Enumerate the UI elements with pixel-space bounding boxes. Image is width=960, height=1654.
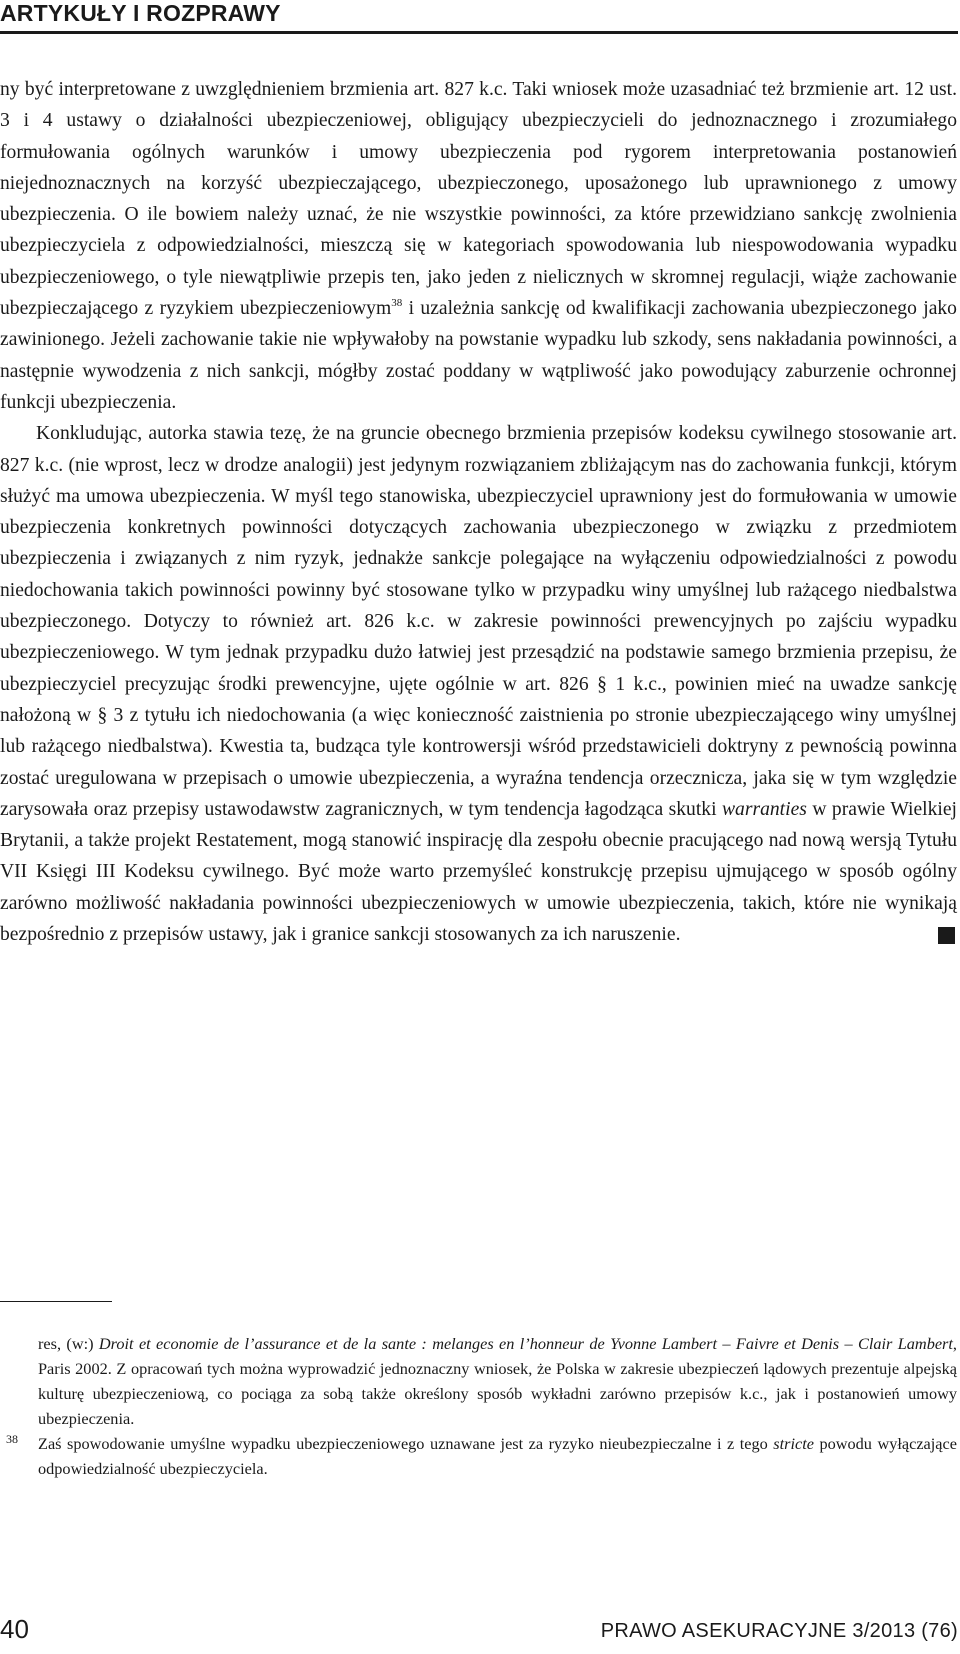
footnotes: [0, 1331, 957, 1481]
footnote-continuation-text-b: , Paris 2002. Z opracowań tych można wyprowadzić jednoznaczny wniosek, że Polska w zakresie ubezpieczeń lądowych prezentuje alpejską kulturę ubezpieczeniową, co pociąga za sobą także określony sposób wykładni zarówno przepisów k.c., jak i postanowień umowy ubezpieczenia.: [38, 1334, 957, 1428]
section-title: ARTYKUŁY I ROZPRAWY: [0, 0, 281, 26]
paragraph-2: [0, 418, 957, 950]
footnote-38-number: 38: [6, 1432, 18, 1446]
paragraph-1-text-a: ny być interpretowane z uwzględnieniem brzmienia art. 827 k.c. Taki wniosek może uzasadniać też brzmienie art. 12 ust. 3 i 4 ustawy o działalności ubezpieczeniowej, obligujący ubezpieczycieli do jednoznacznego i zrozumiałego formułowania ogólnych warunków i umowy ubezpieczenia pod rygorem interpretowania postanowień niejednoznacznych na korzyść ubezpieczającego, ubezpieczonego, uposażonego lub uprawnionego z umowy ubezpieczenia. O ile bowiem należy uznać, że nie wszystkie powinności, za które przewidziano sankcję zwolnienia ubezpieczyciela z odpowiedzialności, mieszczą się w kategoriach spowodowania lub niespowodowania wypadku ubezpieczeniowego, o tyle niewątpliwie przepis ten, jako jeden z nielicznych w skromnej regulacji, wiąże zachowanie ubezpieczającego z ryzykiem ubezpieczeniowym: [0, 79, 957, 320]
footnote-ref-38[interactable]: 38: [391, 297, 403, 310]
page-number: 40: [0, 1614, 29, 1644]
paragraph-1: [0, 74, 957, 418]
paragraph-2-text-b: w prawie Wielkiej Brytanii, a także projekt Restatement, mogą stanowić inspirację dla zespołu obecnie pracującego nad nową wersją Tytułu VII Księgi III Kodeksu cywilnego. Być może warto przemyśleć konstrukcję przepisu ujmującego w sposób ogólny zarówno możliwość nakładania powinności ubezpieczeniowych w umowie ubezpieczenia, takich, które nie wynikają bezpośrednio z przepisów ustawy, jak i granice sankcji stosowanych za ich naruszenie.: [0, 798, 957, 946]
end-of-article-square-icon: [938, 927, 955, 944]
footnote-continuation-text-a: res, (w:): [38, 1334, 99, 1353]
footnote-38-italic-term: stricte: [773, 1434, 814, 1453]
footnote-38: [0, 1431, 957, 1481]
header-rule: [0, 31, 958, 34]
footnote-separator: [0, 1301, 112, 1302]
page-header: [0, 0, 960, 34]
page-footer: [0, 1612, 960, 1654]
paragraph-1-text-b: i uzależnia sankcję od kwalifikacji zachowania ubezpieczonego jako zawinionego. Jeżeli zachowanie takie nie wpływałoby na powstanie wypadku lub szkody, sens nakładania powinności, a następnie wywodzenia z nich sankcji, mógłby zostać poddany w wątpliwość jako powodujący zaburzenie ochronnej funkcji ubezpieczenia.: [0, 298, 957, 413]
paragraph-2-italic-term: warranties: [721, 798, 807, 820]
footnote-38-text-a: Zaś spowodowanie umyślne wypadku ubezpieczeniowego uznawane jest za ryzyko nieubezpieczalne i z tego: [38, 1434, 774, 1453]
paragraph-2-text-a: Konkludując, autorka stawia tezę, że na gruncie obecnego brzmienia przepisów kodeksu cywilnego stosowanie art. 827 k.c. (nie wprost, lecz w drodze analogii) jest jedynym rozwiązaniem zbliżającym nas do zachowania funkcji, którym służyć ma umowa ubezpieczenia. W myśl tego stanowiska, ubezpieczyciel uprawniony jest do formułowania w umowie ubezpieczenia konkretnych powinności dotyczących zachowania ubezpieczonego w związku z przedmiotem ubezpieczenia i związanych z nim ryzyk, jednakże sankcje polegające na wyłączeniu odpowiedzialności z powodu niedochowania takich powinności powinny być stosowane tylko w przypadku winy umyślnej lub rażącego niedbalstwa ubezpieczonego. Dotyczy to również art. 826 k.c. w zakresie powinności prewencyjnych po zajściu wypadku ubezpieczeniowego. W tym jednak przypadku dużo łatwiej jest przesądzić na podstawie samego brzmienia przepisu, że ubezpieczyciel precyzując środki prewencyjne, ujęte ogólnie w art. 826 § 1 k.c., powinien mieć na uwadze sankcję nałożoną w § 3 z tytułu ich niedochowania (a więc konieczność zaistnienia po stronie ubezpieczającego winy umyślnej lub rażącego niedbalstwa). Kwestia ta, budząca tyle kontrowersji wśród przedstawicieli doktryny z pewnością powinna zostać uregulowana w przepisach o umowie ubezpieczenia, a wyraźna tendencja orzecznicza, jaka się w tym względzie zarysowała oraz przepisy ustawodawstw zagranicznych, w tym tendencja łagodząca skutki: [0, 423, 957, 820]
article-body: [0, 74, 957, 950]
footnote-38-text-b: powodu wyłączające odpowiedzialność ubezpieczyciela.: [38, 1434, 957, 1478]
footnote-continuation: [0, 1331, 957, 1431]
footnote-book-title: Droit et economie de l’assurance et de la sante : melanges en l’honneur de Yvonne Lambert – Faivre et Denis – Clair Lambert: [98, 1334, 953, 1353]
journal-name: PRAWO ASEKURACYJNE 3/2013 (76): [600, 1620, 958, 1642]
